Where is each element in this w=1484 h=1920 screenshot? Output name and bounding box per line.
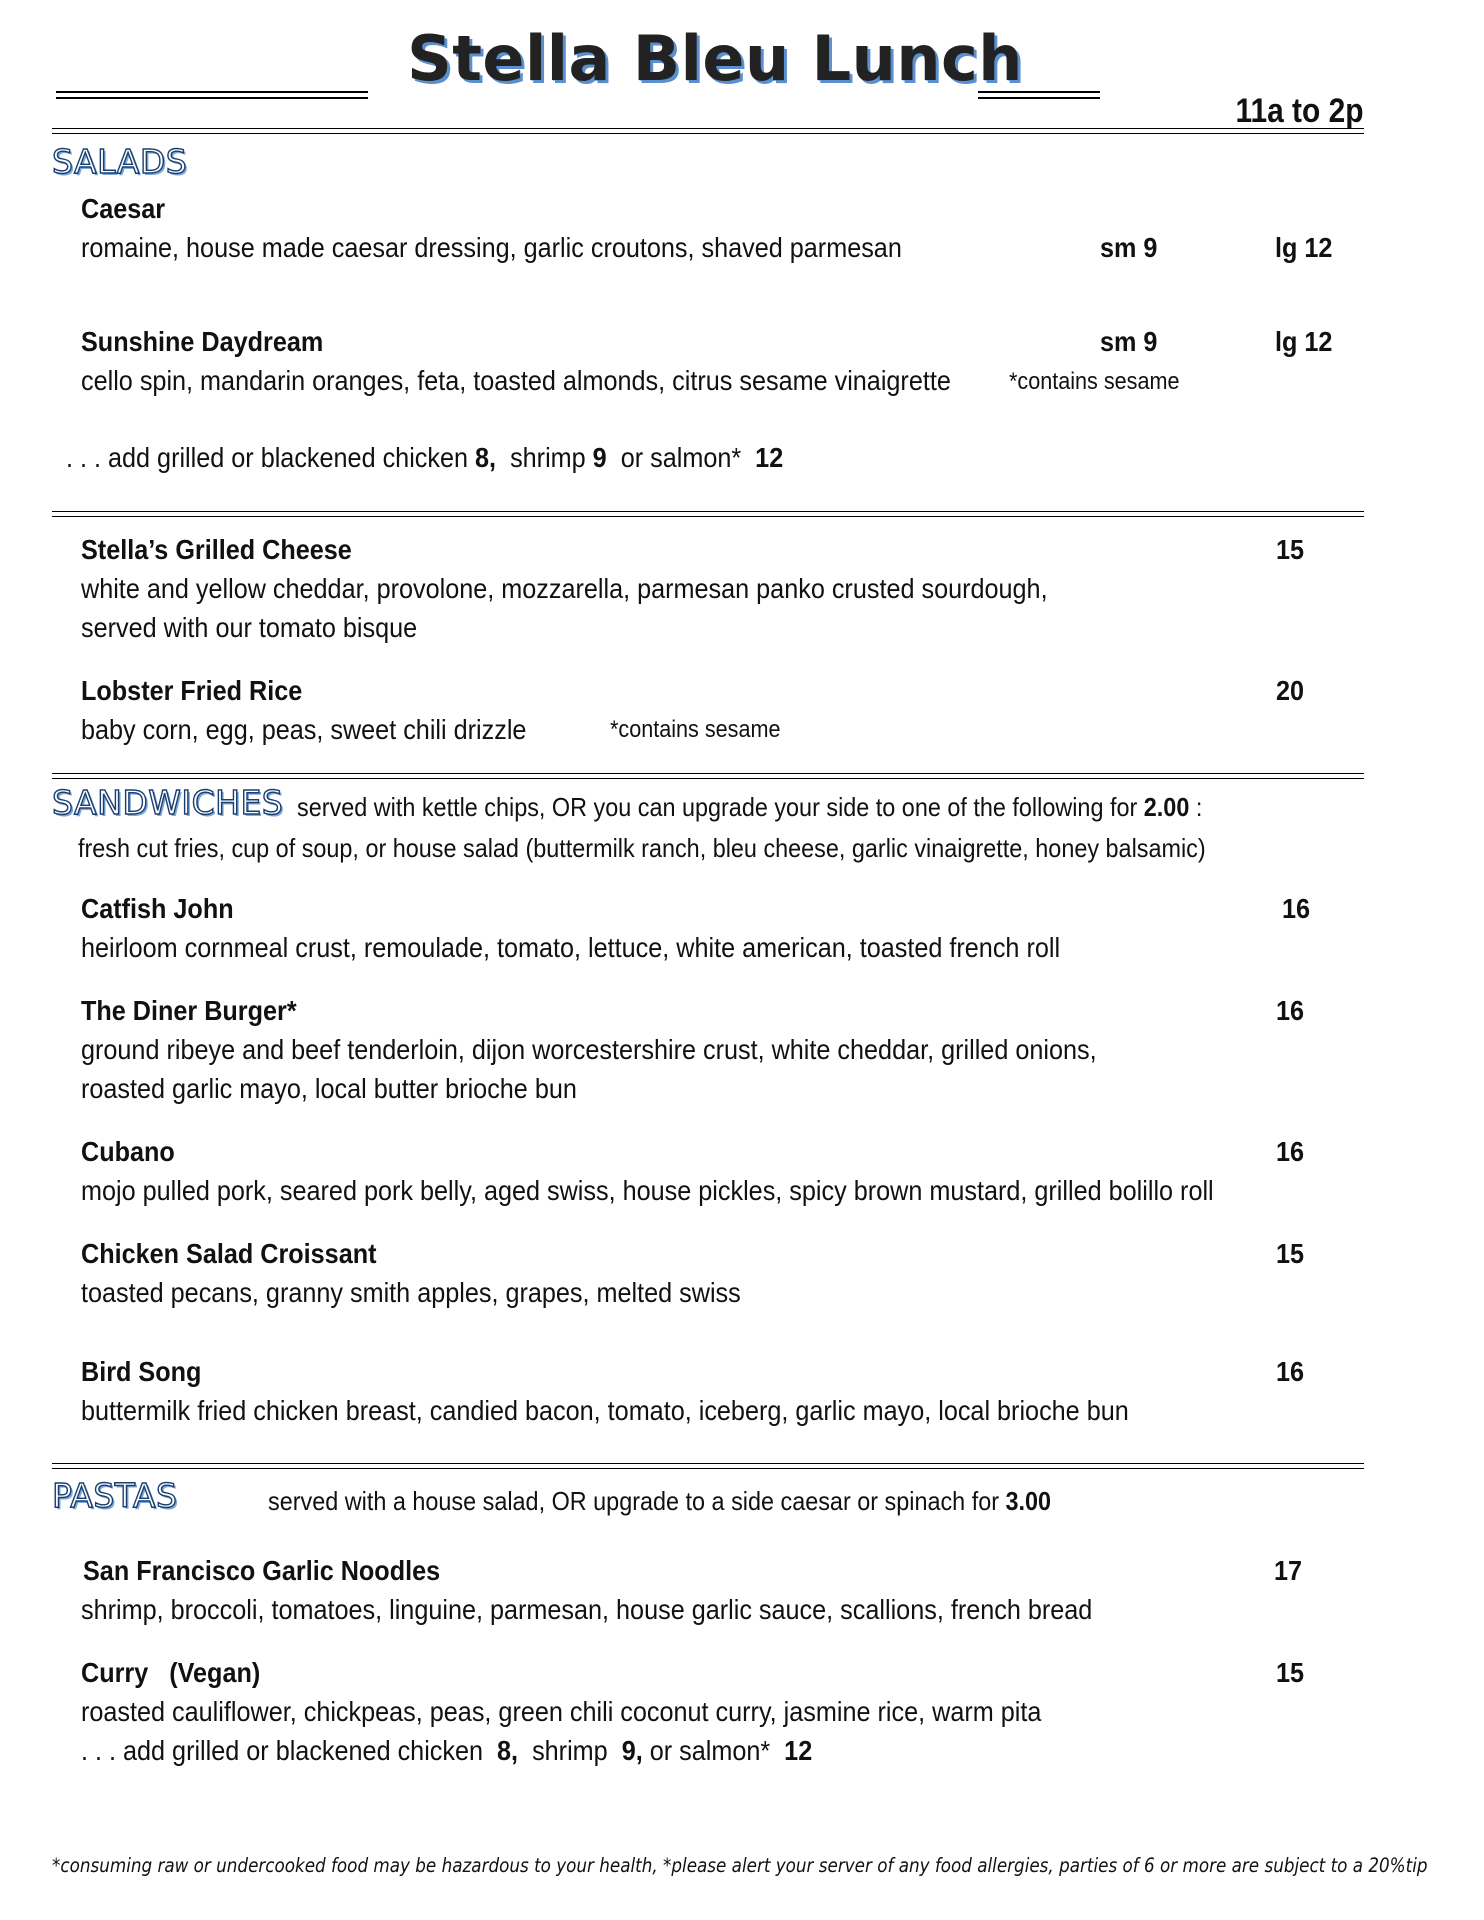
curry-name: Curry (Vegan) xyxy=(81,1657,261,1688)
pasta-addon-text-1: . . . add grilled or blackened chicken xyxy=(81,1735,491,1766)
grilled-cheese-description: white and yellow cheddar, provolone, mozzarella, parmesan panko crusted sourdough, xyxy=(81,573,1048,604)
cubano-price: 16 xyxy=(1276,1136,1305,1167)
diner-burger-name: The Diner Burger* xyxy=(81,995,297,1026)
grilled-cheese-price: 15 xyxy=(1276,534,1305,565)
garlic-noodles-description: shrimp, broccoli, tomatoes, linguine, parmesan, house garlic sauce, scallions, french bread xyxy=(81,1594,1093,1625)
sunshine-price-sm: sm 9 xyxy=(1100,326,1158,357)
cubano-description: mojo pulled pork, seared pork belly, aged swiss, house pickles, spicy brown mustard, grilled bolillo roll xyxy=(81,1175,1214,1206)
chicken-salad-description: toasted pecans, granny smith apples, grapes, melted swiss xyxy=(81,1277,741,1308)
footer-disclaimer: *consuming raw or undercooked food may be hazardous to your health, *please alert your server of any food allergies, parties of 6 or more are subject to a 20%tip xyxy=(52,1854,1428,1877)
lobster-rice-note: *contains sesame xyxy=(610,716,781,743)
pasta-addon-salmon-price: 12 xyxy=(784,1735,813,1766)
addon-text-2: shrimp xyxy=(510,442,593,473)
bird-song-price: 16 xyxy=(1276,1356,1305,1387)
addon-shrimp-price: 9 xyxy=(592,442,607,473)
diner-burger-price: 16 xyxy=(1276,995,1305,1026)
salads-rule xyxy=(52,511,1364,517)
grilled-cheese-description-2: served with our tomato bisque xyxy=(81,612,418,643)
sandwiches-intro-text: served with kettle chips, OR you can upgrade your side to one of the following for xyxy=(297,792,1138,822)
bird-song-description: buttermilk fried chicken breast, candied bacon, tomato, iceberg, garlic mayo, local brioche bun xyxy=(81,1395,1129,1426)
caesar-price-lg: lg 12 xyxy=(1275,232,1333,263)
bird-song-name: Bird Song xyxy=(81,1356,202,1387)
sunshine-name: Sunshine Daydream xyxy=(81,326,324,357)
caesar-name: Caesar xyxy=(81,193,166,224)
caesar-description: romaine, house made caesar dressing, garlic croutons, shaved parmesan xyxy=(81,232,902,263)
pasta-addon-shrimp-price: 9, xyxy=(621,1735,643,1766)
catfish-price: 16 xyxy=(1282,893,1311,924)
salads-addon xyxy=(66,438,783,477)
sandwiches-intro-colon: : xyxy=(1195,792,1203,822)
curry-description: roasted cauliflower, chickpeas, peas, green chili coconut curry, jasmine rice, warm pita xyxy=(81,1696,1042,1727)
caesar-price-sm: sm 9 xyxy=(1100,232,1158,263)
catfish-name: Catfish John xyxy=(81,893,234,924)
garlic-noodles-price: 17 xyxy=(1274,1555,1303,1586)
sunshine-note: *contains sesame xyxy=(1009,368,1180,395)
garlic-noodles-name: San Francisco Garlic Noodles xyxy=(83,1555,441,1586)
specials-rule xyxy=(52,773,1364,779)
pasta-addon-text-3: or salmon* xyxy=(649,1735,771,1766)
pasta-addon-chicken-price: 8, xyxy=(497,1735,519,1766)
lobster-rice-description: baby corn, egg, peas, sweet chili drizzle xyxy=(81,714,527,745)
sandwiches-intro xyxy=(297,792,1202,823)
salads-heading: SALADS xyxy=(52,142,188,181)
diner-burger-description: ground ribeye and beef tenderloin, dijon worcestershire crust, white cheddar, grilled onions, xyxy=(81,1034,1097,1065)
addon-text-3: or salmon* xyxy=(620,442,742,473)
hours: 11a to 2p xyxy=(1235,92,1364,130)
lobster-rice-price: 20 xyxy=(1276,675,1305,706)
addon-text-1: . . . add grilled or blackened chicken xyxy=(66,442,476,473)
sandwiches-heading: SANDWICHES xyxy=(52,783,284,822)
pastas-intro xyxy=(268,1486,1051,1517)
addon-salmon-price: 12 xyxy=(755,442,784,473)
diner-burger-description-2: roasted garlic mayo, local butter brioche bun xyxy=(81,1073,577,1104)
addon-chicken-price: 8, xyxy=(475,442,497,473)
chicken-salad-name: Chicken Salad Croissant xyxy=(81,1238,377,1269)
chicken-salad-price: 15 xyxy=(1276,1238,1305,1269)
catfish-description: heirloom cornmeal crust, remoulade, tomato, lettuce, white american, toasted french roll xyxy=(81,932,1061,963)
sunshine-description: cello spin, mandarin oranges, feta, toasted almonds, citrus sesame vinaigrette xyxy=(81,365,951,396)
grilled-cheese-name: Stella’s Grilled Cheese xyxy=(81,534,352,565)
menu-title: Stella Bleu Lunch xyxy=(407,22,1023,95)
sandwiches-upgrade-price: 2.00 xyxy=(1143,792,1190,822)
curry-price: 15 xyxy=(1276,1657,1305,1688)
sunshine-price-lg: lg 12 xyxy=(1275,326,1333,357)
pastas-upgrade-price: 3.00 xyxy=(1005,1486,1052,1516)
pasta-addon-text-2: shrimp xyxy=(532,1735,615,1766)
sandwiches-intro-2: fresh cut fries, cup of soup, or house salad (buttermilk ranch, bleu cheese, garlic vinaigrette, honey balsamic) xyxy=(78,833,1206,863)
sandwiches-rule xyxy=(52,1463,1364,1469)
pastas-addon xyxy=(81,1731,812,1770)
cubano-name: Cubano xyxy=(81,1136,175,1167)
header-rule xyxy=(52,128,1364,134)
pastas-heading: PASTAS xyxy=(52,1476,178,1515)
lobster-rice-name: Lobster Fried Rice xyxy=(81,675,303,706)
pastas-intro-text: served with a house salad, OR upgrade to a side caesar or spinach for xyxy=(268,1486,1000,1516)
